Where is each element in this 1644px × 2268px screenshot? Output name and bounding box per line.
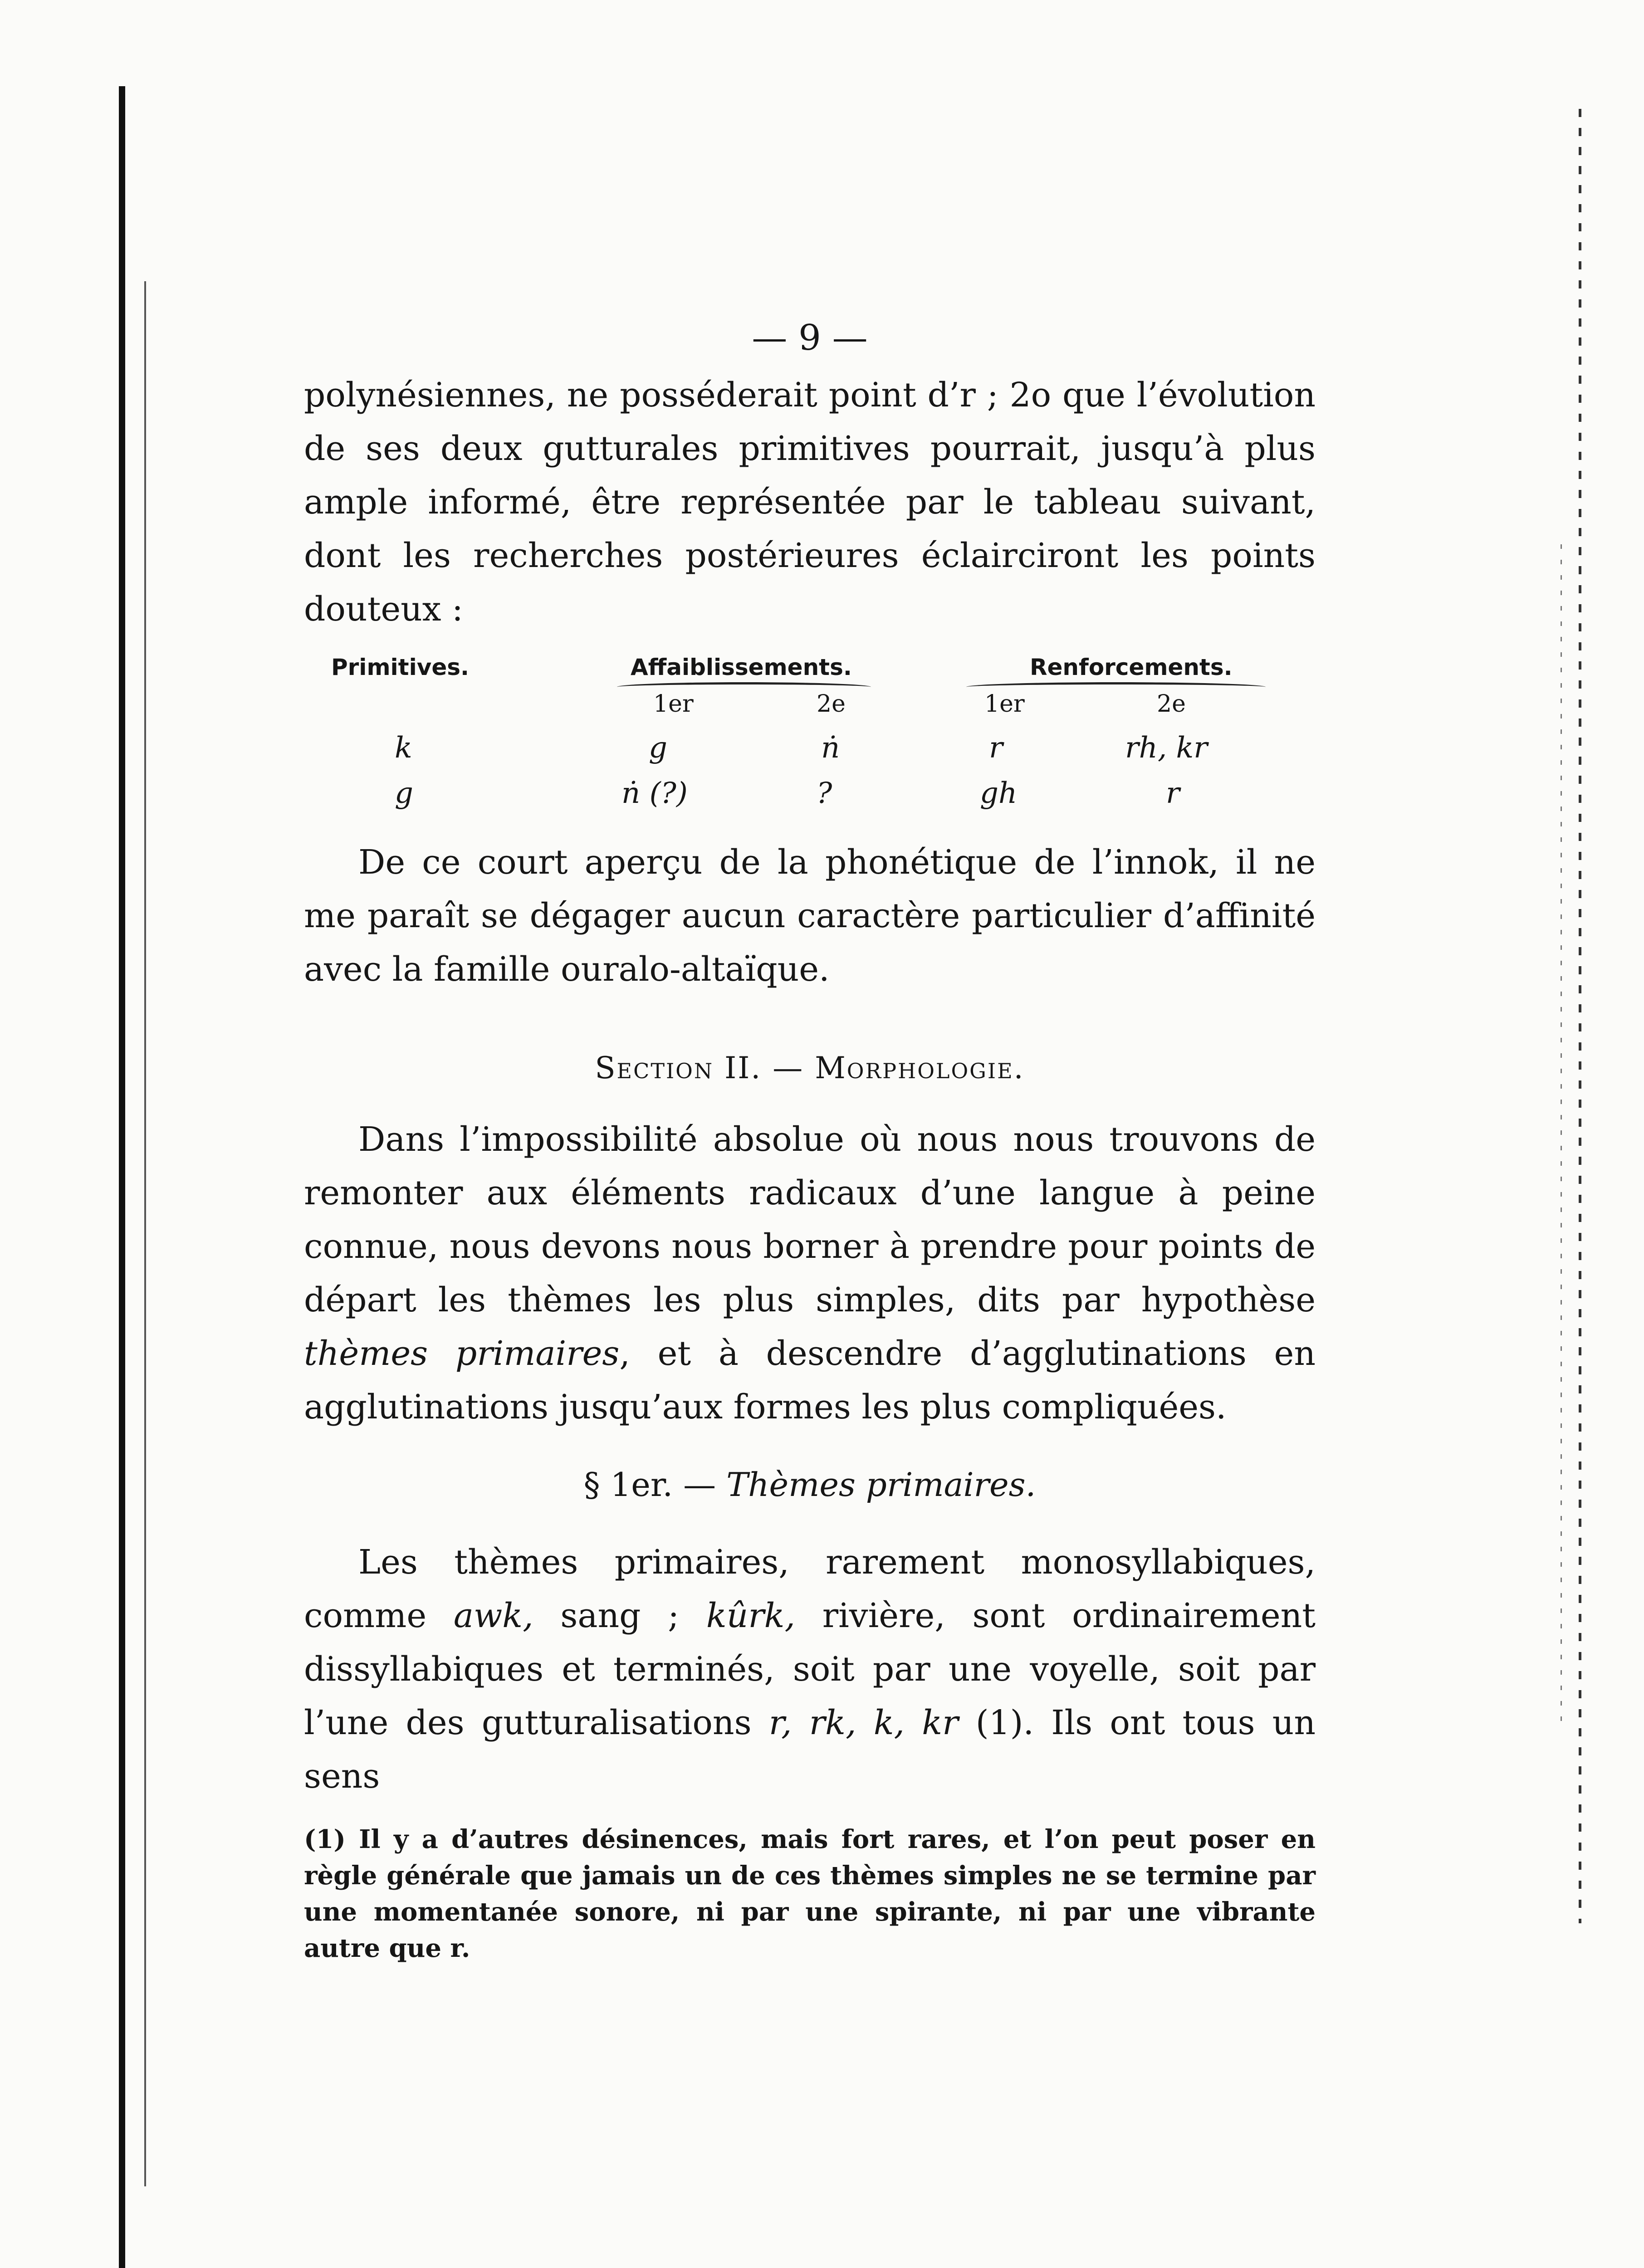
subheader-2e-renforcement: 2e xyxy=(1157,690,1186,718)
table-row-g-primitive: g xyxy=(395,777,413,810)
section-title: Section II. — Morphologie. xyxy=(595,1051,1025,1085)
paragraph-morphologie: Dans l’impossibilité absolue où nous nous trouvons de remonter aux éléments radicaux d’une langue à peine connue, nous devons nous borner à prendre pour points de départ les thèmes les plus simples, dits par hypothèse thèmes primaires, et à descendre d’agglutinations en agglutinations jusqu’aux formes les plus compliquées. xyxy=(304,1120,1316,1427)
paragraph-phonetique: De ce court aperçu de la phonétique de l’innok, il ne me paraît se dégager aucun caractère particulier d’affinité avec la famille ouralo-altaïque. xyxy=(304,843,1316,989)
scan-binding-shadow xyxy=(144,281,146,2186)
table-row-k-aff1: g xyxy=(649,731,667,765)
subsection-title: § 1er. — Thèmes primaires. xyxy=(583,1466,1036,1504)
table-row-k-ren1: r xyxy=(989,731,1003,765)
table-header-renforcements: Renforcements. xyxy=(1030,654,1233,680)
subheader-2e-affaiblissement: 2e xyxy=(817,690,846,718)
phonetic-table xyxy=(304,645,1316,836)
table-row-k-ren2: rh, kr xyxy=(1125,731,1208,765)
scan-right-edge xyxy=(1579,109,1581,1923)
paragraph-evolution: polynésiennes, ne posséderait point d’r ; 2o que l’évolution de ses deux gutturales primitives pourrait, jusqu’à plus ample informé, être représentée par le tableau suivant, dont les recherches postérieures éclairciront les points douteux : xyxy=(304,376,1316,629)
table-row-g-aff2: ? xyxy=(817,777,832,810)
table-header-affaiblissements: Affaiblissements. xyxy=(631,654,852,680)
table-row-k-aff2: ṅ xyxy=(821,731,840,765)
page-body xyxy=(304,318,1316,1992)
footnote: (1) Il y a d’autres désinences, mais fort rares, et l’on peut poser en règle générale que jamais un de ces thèmes simples ne se termine par une momentanée sonore, ni par une spirante, ni par une vibrante autre que r. xyxy=(304,1824,1316,1963)
table-row-g-ren2: r xyxy=(1166,777,1180,810)
table-header-primitives: Primitives. xyxy=(331,654,469,680)
table-row-g-aff1: ṅ (?) xyxy=(621,777,688,810)
table-row-g-ren1: gh xyxy=(980,777,1018,810)
subheader-1er-affaiblissement: 1er xyxy=(653,690,694,718)
paragraph-themes: Les thèmes primaires, rarement monosyllabiques, comme awk, sang ; kûrk, rivière, sont ordinairement dissyllabiques et terminés, soit par une voyelle, soit par l’une des gutturalisations r, rk, k, kr (1). Ils ont tous un sens xyxy=(304,1543,1316,1796)
subheader-1er-renforcement: 1er xyxy=(984,690,1025,718)
scan-binding-edge xyxy=(119,86,125,2268)
table-row-k-primitive: k xyxy=(395,731,412,765)
scan-right-edge-dots xyxy=(1561,544,1562,1724)
page-number: — 9 — xyxy=(752,318,868,358)
